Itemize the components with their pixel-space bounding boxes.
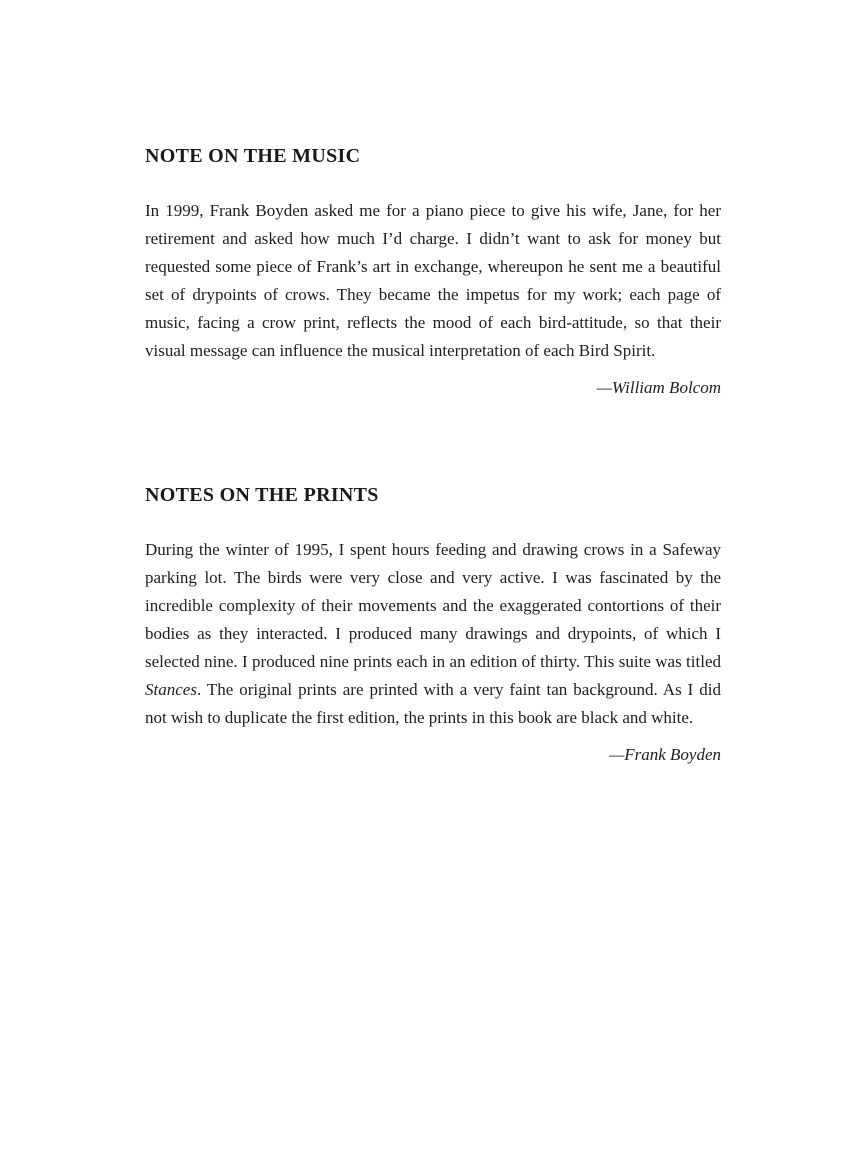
paragraph-prints-lead: During the winter of 1995, I spent hours feeding and drawing crows in a Safeway parking lot. The birds were very close and very active. I was fascinated by the incredible complexity of their movements and the exaggerated contortions of their bodies as they interacted. I produced many drawings and drypoints, of which I selected nine. I produced nine prints each in an edition of thirty. This suite was titled (145, 540, 721, 671)
italic-title-stances: Stances (145, 680, 197, 699)
attribution-frank-boyden: —Frank Boyden (609, 745, 721, 764)
paragraph-prints-tail: . The original prints are printed with a very faint tan background. As I did not wish to duplicate the first edition, the prints in this book are black and white. (145, 680, 721, 727)
attribution-william-bolcom: —William Bolcom (596, 378, 721, 397)
section-heading-music: NOTE ON THE MUSIC (145, 145, 361, 167)
section-heading-prints: NOTES ON THE PRINTS (145, 484, 379, 506)
section-note-on-the-music (145, 144, 721, 402)
paragraph-prints (145, 536, 721, 732)
section-notes-on-the-prints (145, 483, 721, 769)
text-block (145, 144, 721, 769)
paragraph-music: In 1999, Frank Boyden asked me for a piano piece to give his wife, Jane, for her retirement and asked how much I’d charge. I didn’t want to ask for money but requested some piece of Frank’s art in exchange, whereupon he sent me a beautiful set of drypoints of crows. They became the impetus for my work; each page of music, facing a crow print, reflects the mood of each bird-attitude, so that their visual message can influence the musical interpretation of each Bird Spirit. (145, 201, 721, 360)
